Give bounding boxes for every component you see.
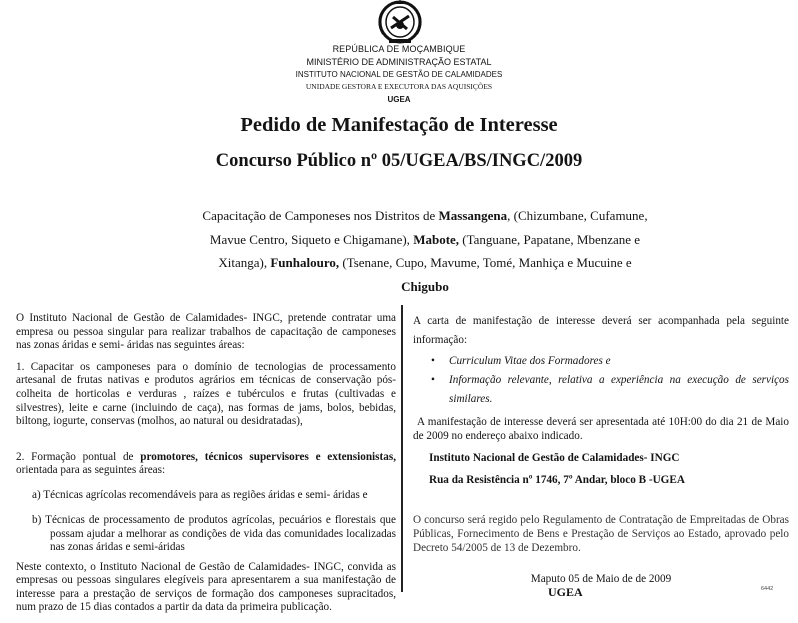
coat-of-arms-icon	[369, 0, 431, 44]
header-unit: UNIDADE GESTORA E EXECUTORA DAS AQUISIÇÕES	[305, 82, 493, 91]
district-mabote: Mabote,	[413, 231, 460, 247]
header-republic: REPÚBLICA DE MOÇAMBIQUE	[332, 44, 466, 54]
item-2-suffix: orientada para as seguintes áreas:	[16, 464, 166, 477]
address-institute: Instituto Nacional de Gestão de Calamidades- INGC	[429, 452, 680, 464]
requirement-item: • Curriculum Vitae dos Formadores e	[413, 352, 789, 371]
right-column	[413, 312, 789, 587]
item-2	[16, 451, 396, 478]
requirements-intro: A carta de manifestação de interesse deverá ser acompanhada pela seguinte informação:	[413, 315, 789, 346]
sub-item-a: a) Técnicas agrícolas recomendáveis para as regiões áridas e semi- áridas e	[32, 489, 368, 502]
district-chigubo: Chigubo	[401, 278, 449, 294]
deadline-paragraph: A manifestação de interesse deverá ser apresentada até 10H:00 do dia 21 de Maio de 2009 no endereço abaixo indicado.	[413, 416, 789, 442]
district-mabote-places: (Tanguane, Papatane, Mbenzane e Xitanga),	[218, 231, 641, 270]
district-funhalouro-places: (Tsenane, Cupo, Mavume, Tomé, Manhiça e Mucuine e	[339, 255, 632, 270]
left-column	[16, 312, 396, 623]
header-institute: INSTITUTO NACIONAL DE GESTÃO DE CALAMIDADES	[295, 70, 503, 79]
address-street: Rua da Resistência nº 1746, 7º Andar, bloco B -UGEA	[429, 474, 685, 486]
requirements-list	[413, 352, 789, 409]
item-2-prefix: 2. Formação pontual de	[16, 450, 141, 463]
column-divider	[401, 305, 403, 592]
districts-paragraph	[200, 204, 650, 298]
header-ministry: MINISTÉRIO DE ADMINISTRAÇÃO ESTATAL	[306, 57, 492, 67]
district-massangena-places: , (Chizumbane, Cufamune, Mavue Centro, Siqueto e Chigamane),	[209, 208, 648, 247]
regulation-paragraph: O concurso será regido pelo Regulamento de Contratação de Empreitadas de Obras Públicas, Fornecimento de Bens e Prestação de Serviços ao Estado, aprovado pelo Decreto 54/2005 de 13 de Dezembro.	[413, 514, 789, 554]
bullet-icon: •	[431, 355, 435, 367]
item-1: 1. Capacitar os camponeses para o domínio de tecnologias de processamento artesanal de frutas nativas e produtos agrários em técnicas de conservação pós-colheita de horticolas e verduras , raízes e tubérculos e frutas (cultivadas e silvestres), leite e carne (incluindo de caça), nas formas de jams, bolos, bebidas, biltong, iogurte, conservas (molhos, ao natural ou desidratadas),	[16, 360, 396, 428]
district-funhalouro: Funhalouro,	[270, 255, 340, 270]
item-2-roles: promotores, técnicos supervisores e extensionistas,	[140, 450, 396, 463]
bullet-icon: •	[431, 374, 435, 386]
districts-intro: Capacitação de Camponeses nos Distritos de	[202, 208, 439, 223]
sub-item-b: b) Técnicas de processamento de produtos agrícolas, pecuários e florestais que possam ajudar a melhorar as condições de vida das comunidades localizadas nas zonas áridas e semi-áridas	[32, 513, 396, 554]
requirement-item: • Informação relevante, relativa a experiência na execução de serviços similares.	[413, 371, 789, 409]
context-paragraph: Neste contexto, o Instituto Nacional de Gestão de Calamidades- INGC, convida as empresas ou pessoas singulares elegíveis para apresentarem a sua manifestação de interesse para a prestação de serviços de formação dos camponeses supracitados, num prazo de 15 dias contados a partir da data da primeira publicação.	[16, 560, 396, 614]
intro-paragraph: O Instituto Nacional de Gestão de Calamidades- INGC, pretende contratar uma empresa ou pessoa singular para realizar trabalhos de capacitação de camponeses nas zonas áridas e semi- áridas nas seguintes áreas:	[16, 312, 396, 352]
document-title: Pedido de Manifestação de Interesse	[240, 114, 558, 136]
tender-number: Concurso Público nº 05/UGEA/BS/INGC/2009	[215, 151, 583, 171]
district-massangena: Massangena	[438, 208, 508, 223]
signature-ugea: UGEA	[548, 585, 583, 599]
issue-date: Maputo 05 de Maio de de 2009	[530, 573, 672, 585]
header-ugea: UGEA	[387, 95, 411, 104]
reference-number: 6442	[761, 586, 774, 592]
